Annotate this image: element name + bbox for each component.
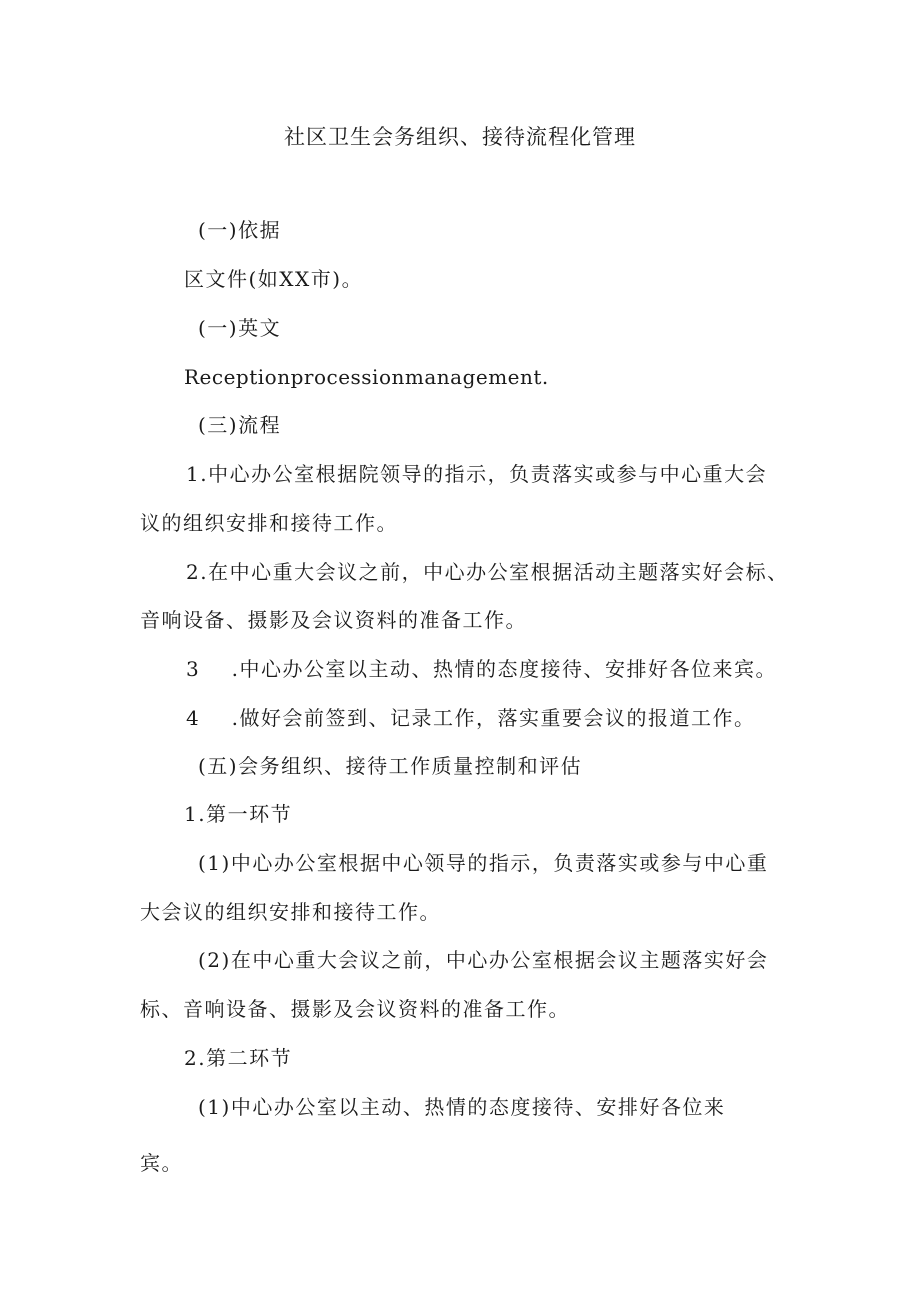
paragraph-line: 大会议的组织安排和接待工作。: [140, 900, 441, 924]
section-heading-english: (一)英文: [198, 316, 282, 340]
paragraph-line: 4 .做好会前签到、记录工作，落实重要会议的报道工作。: [186, 706, 756, 730]
paragraph-line: 3 .中心办公室以主动、热情的态度接待、安排好各位来宾。: [186, 657, 778, 681]
section-heading-process: (三)流程: [198, 413, 282, 437]
paragraph-line: 音响设备、摄影及会议资料的准备工作。: [140, 608, 527, 632]
document-title: 社区卫生会务组织、接待流程化管理: [284, 125, 636, 149]
paragraph-line: 标、音响设备、摄影及会议资料的准备工作。: [140, 997, 570, 1021]
paragraph-line: (2)在中心重大会议之前，中心办公室根据会议主题落实好会: [198, 948, 769, 972]
subsection-heading: 2.第二环节: [184, 1046, 293, 1070]
paragraph-line: (1)中心办公室根据中心领导的指示，负责落实或参与中心重: [198, 851, 769, 875]
paragraph-line: 议的组织安排和接待工作。: [140, 511, 398, 535]
paragraph-line: 2.在中心重大会议之前，中心办公室根据活动主题落实好会标、: [186, 560, 789, 584]
section-heading-basis: (一)依据: [198, 218, 282, 242]
section-heading-quality: (五)会务组织、接待工作质量控制和评估: [198, 754, 583, 778]
paragraph-line: Receptionprocessionmanagement.: [184, 365, 549, 389]
paragraph-line: 区文件(如XX市)。: [184, 267, 364, 291]
paragraph-line: 宾。: [140, 1151, 183, 1175]
paragraph-line: 1.中心办公室根据院领导的指示，负责落实或参与中心重大会: [186, 462, 768, 486]
paragraph-line: (1)中心办公室以主动、热情的态度接待、安排好各位来: [198, 1095, 726, 1119]
subsection-heading: 1.第一环节: [184, 802, 293, 826]
